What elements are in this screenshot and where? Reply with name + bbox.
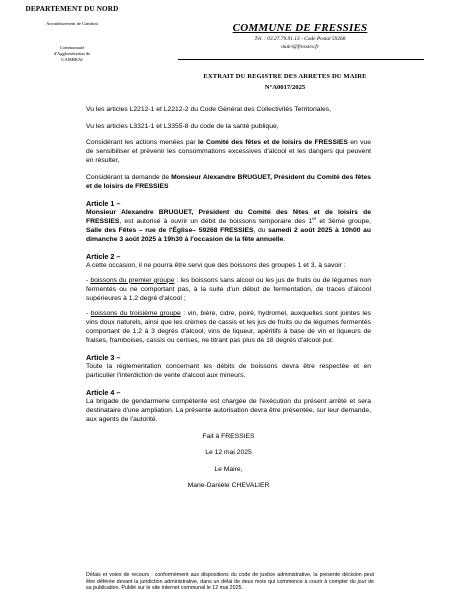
text-span: Considérant les actions menées par [86, 139, 199, 147]
communaute-line: CAMBRAI [61, 57, 83, 62]
text-span: samedi 2 août 2025 à 10h00 au dimanche 3 août 2025 à 19h30 à l'occasion de la fête annuelle [86, 226, 372, 244]
text-span: : les boissons sans alcool ou les jus de fruits ou de légumes non fermentés ou ne comportant pas, à la suite d'un début de fermentation, de traces d'alcool supérieures à 1,2 degré d'alcool ; [86, 276, 371, 302]
arrondissement-name: Arrondissement de Cambrai [46, 21, 98, 26]
text-span: . [283, 236, 286, 244]
text-span: , est autorisé à ouvrir un débit de boissons temporaire des 1 [119, 217, 313, 225]
text-span: : vin, bière, cidre, poiré, hydromel, auxquelles sont jointes les vins doux naturels, ainsi que les crèmes de cassis et les jus de fruits ou de légumes fermentés comportant de 1,2 à 3 degrés d'alcool, vins de liqueur, apéritifs à base de vin et liqueurs de fraises, framboises, cassis ou cerises, ne titrant pas plus de 18 degrés d'alcool pur. [86, 310, 372, 345]
article-heading: Article 1 – [86, 198, 121, 208]
article-text: Toute la réglementation concernant les débits de boissons devra être respectée et en particulier l'interdiction de vente d'alcool aux mineurs. [86, 363, 371, 380]
article-text: A cette occasion, il ne pourra être servi que des boissons des groupes 1 et 3, à savoir : [86, 261, 346, 269]
article-heading: Article 3 – [86, 352, 121, 362]
group-label: boissons du troisième groupe [90, 310, 181, 318]
visa-paragraph: Vu les articles L2212-1 et L2212-2 du Code Général des Collectivités Territoriales, [86, 106, 332, 113]
decree-number: N°A0017/2025 [264, 84, 306, 91]
visa-paragraph: Vu les articles L3321-1 et L3355-8 du code de la santé publique, [86, 122, 279, 130]
superscript: er [312, 215, 317, 221]
text-span: le Comité des fêtes et de loisirs de FRESSIES [198, 139, 348, 147]
text-span: , du [253, 226, 269, 234]
email-address: mairi@fressies.fr [281, 44, 319, 50]
decree-body [86, 105, 371, 491]
signatory-name: Marie-Danièle CHEVALIER [187, 482, 270, 490]
text-span: Considérant la demande de [86, 173, 172, 181]
text-span: et 3ème groupe, [316, 217, 371, 225]
communaute-block [20, 45, 124, 63]
telephone-line: Tél. : 03.27.79.91.13 - Code Postal 59268 [254, 36, 346, 42]
group-label: boissons du premier groupe [90, 276, 175, 284]
header-divider [178, 59, 424, 60]
article-heading: Article 4 – [86, 387, 121, 397]
communaute-line: Communauté [59, 45, 85, 50]
text-span: Monsieur Alexandre BRUGUET, Président du Comité des fêtes et de loisirs de FRESSIES [86, 208, 371, 225]
article-text: - boissons du troisième groupe : vin, bière, cidre, poiré, hydromel, auxquelles sont jointes les vins doux naturels, ainsi que les crèmes de cassis et les jus de fruits ou de légumes fermentés comportant de 1,2 à 3 degrés d'alcool, vins de liqueur, apéritifs à base de vin et liqueurs de fraises, framboises, cassis ou cerises, ne titrant pas plus de 18 degrés d'alcool pur. [86, 310, 372, 345]
signature-role: Le Maire, [214, 465, 243, 473]
signature-date: Le 12 mai 2025 [205, 449, 252, 457]
text-span: en vue de sensibiliser et prévenir les consommations excessives d'alcool et les dangers qui peuvent en résulter, [86, 139, 371, 165]
signature-place: Fait à FRESSIES [202, 432, 255, 440]
article-text: - boissons du premier groupe : les boissons sans alcool ou les jus de fruits ou de légumes non fermentés ou ne comportant pas, à la suite d'un début de fermentation, de traces d'alcool supérieures à 1,2 degré d'alcool ; [86, 276, 371, 302]
article-text [86, 208, 371, 244]
considerant-paragraph [86, 138, 371, 165]
appeal-notice: Délais et voies de recours : conformément aux dispositions du code de justice administrative, la présente décision peut être déférée devant la juridiction administrative, dans un délai de deux mois qui commence à courir à compter du jour de sa publication. Publié sur le site internet communal le 12 mai 2025. [86, 572, 374, 592]
commune-name: COMMUNE DE FRESSIES [232, 22, 368, 34]
document-title: EXTRAIT DU REGISTRE DES ARRETES DU MAIRE [203, 73, 367, 80]
article-heading: Article 2 – [86, 251, 121, 261]
communaute-line: d'Agglomération de [53, 51, 91, 56]
considerant-paragraph [86, 173, 371, 191]
text-span: Salle des Fêtes – rue de l'Église– 59268 FRESSIES [86, 226, 254, 234]
article-text: La brigade de gendarmerie compétente est chargée de l'exécution du présent arrêté et sera destinataire d'une ampliation. La présente autorisation devra être présentée, sur leur demande, aux agents de l'autorité. [86, 397, 371, 424]
department-name: DEPARTEMENT DU NORD [25, 5, 119, 13]
text-span: Monsieur Alexandre BRUGUET, Président du Comité des fêtes et de loisirs de FRESSIES [86, 173, 372, 191]
